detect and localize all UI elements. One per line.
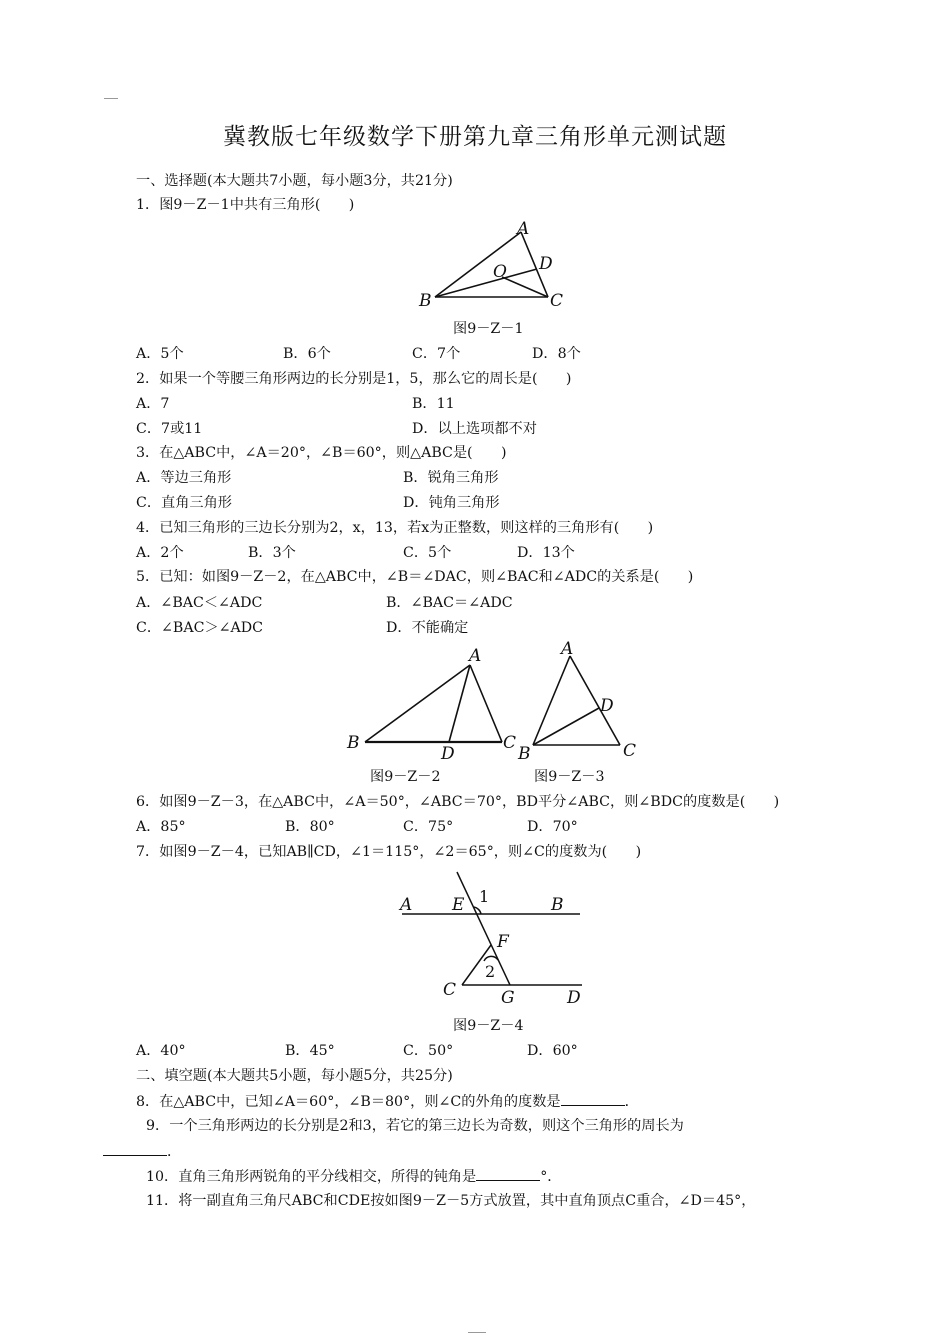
fig1-label-b: B xyxy=(419,291,432,311)
question-10 xyxy=(146,1166,561,1187)
q3-option-b[interactable]: B．锐角三角形 xyxy=(403,470,499,486)
question-8-end: ． xyxy=(624,1094,639,1110)
fig4-label-c: C xyxy=(443,980,457,1000)
figure-9-z-2-caption: 图9－Z－2 xyxy=(370,769,441,785)
fig3-label-c: C xyxy=(623,741,637,761)
q2-option-c[interactable]: C．7或11 xyxy=(136,421,203,437)
question-9-text: 9．一个三角形两边的长分别是2和3，若它的第三边长为奇数，则这个三角形的周长为 xyxy=(146,1118,684,1134)
page-title: 冀教版七年级数学下册第九章三角形单元测试题 xyxy=(223,124,727,150)
q3-option-a[interactable]: A．等边三角形 xyxy=(136,470,232,486)
figure-9-z-3-caption: 图9－Z－3 xyxy=(534,769,605,785)
fig2-label-d: D xyxy=(441,744,455,764)
section-heading-fill: 二、填空题(本大题共5小题，每小题5分，共25分) xyxy=(136,1068,453,1084)
header-mark xyxy=(104,98,118,99)
figure-9-z-4-caption: 图9－Z－4 xyxy=(453,1018,524,1034)
question-11-stem: 11．将一副直角三角尺ABC和CDE按如图9－Z－5方式放置，其中直角顶点C重合，∠D＝45°， xyxy=(146,1193,756,1209)
q7-option-d[interactable]: D．60° xyxy=(527,1043,578,1059)
question-6-stem: 6．如图9－Z－3，在△ABC中，∠A＝50°，∠ABC＝70°，BD平分∠ABC，则∠BDC的度数是( ) xyxy=(136,794,780,810)
q3-option-d[interactable]: D．钝角三角形 xyxy=(403,495,500,511)
q7-option-a[interactable]: A．40° xyxy=(136,1043,186,1059)
fig4-label-g: G xyxy=(501,988,515,1008)
q1-option-b[interactable]: B．6个 xyxy=(283,346,331,362)
fig4-label-d: D xyxy=(567,988,581,1008)
q1-option-c[interactable]: C．7个 xyxy=(412,346,461,362)
fig2-label-a: A xyxy=(469,646,482,666)
q6-option-d[interactable]: D．70° xyxy=(527,819,578,835)
question-8 xyxy=(136,1091,639,1112)
fig2-label-b: B xyxy=(347,733,360,753)
q5-option-a[interactable]: A．∠BAC＜∠ADC xyxy=(136,595,263,611)
figure-9-z-3 xyxy=(515,638,645,763)
q6-option-c[interactable]: C．75° xyxy=(403,819,454,835)
q4-option-c[interactable]: C．5个 xyxy=(403,545,452,561)
q4-option-d[interactable]: D．13个 xyxy=(517,545,575,561)
fig3-label-d: D xyxy=(600,696,614,716)
figure-9-z-1 xyxy=(415,218,575,318)
fig3-label-a: A xyxy=(561,639,574,659)
q9-answer-blank[interactable] xyxy=(103,1141,167,1156)
figure-9-z-2 xyxy=(345,645,525,765)
q6-option-b[interactable]: B．80° xyxy=(285,819,335,835)
q2-option-b[interactable]: B．11 xyxy=(412,396,455,412)
fig1-label-a: A xyxy=(517,219,530,239)
question-10-text: 10．直角三角形两锐角的平分线相交，所得的钝角是 xyxy=(146,1169,477,1185)
q6-option-a[interactable]: A．85° xyxy=(136,819,186,835)
figure-9-z-1-caption: 图9－Z－1 xyxy=(453,321,524,337)
fig4-label-e: E xyxy=(452,895,465,915)
q4-option-b[interactable]: B．3个 xyxy=(248,545,296,561)
fig4-angle-1: 1 xyxy=(479,887,490,906)
q5-option-c[interactable]: C．∠BAC＞∠ADC xyxy=(136,620,264,636)
question-8-text: 8．在△ABC中，已知∠A＝60°，∠B＝80°，则∠C的外角的度数是 xyxy=(136,1094,561,1110)
question-9-end: ． xyxy=(167,1144,182,1160)
q7-option-b[interactable]: B．45° xyxy=(285,1043,335,1059)
question-5-stem: 5．已知：如图9－Z－2，在△ABC中，∠B＝∠DAC，则∠BAC和∠ADC的关系是( ) xyxy=(136,569,694,585)
q5-option-b[interactable]: B．∠BAC＝∠ADC xyxy=(386,595,513,611)
question-9-continued xyxy=(103,1141,181,1162)
section-heading-choice: 一、选择题(本大题共7小题，每小题3分，共21分) xyxy=(136,173,453,189)
fig1-label-d: D xyxy=(539,254,553,274)
question-4-stem: 4．已知三角形的三边长分别为2，x，13，若x为正整数，则这样的三角形有( ) xyxy=(136,520,654,536)
fig4-label-a: A xyxy=(400,895,413,915)
q10-answer-blank[interactable] xyxy=(476,1166,540,1181)
question-3-stem: 3．在△ABC中，∠A＝20°，∠B＝60°，则△ABC是( ) xyxy=(136,445,507,461)
fig2-label-c: C xyxy=(503,733,517,753)
question-10-end: °． xyxy=(540,1169,562,1185)
fig4-label-b: B xyxy=(551,895,564,915)
q3-option-c[interactable]: C．直角三角形 xyxy=(136,495,232,511)
q1-option-a[interactable]: A．5个 xyxy=(136,346,184,362)
fig4-label-f: F xyxy=(497,932,509,952)
question-7-stem: 7．如图9－Z－4，已知AB∥CD，∠1＝115°，∠2＝65°，则∠C的度数为( ) xyxy=(136,844,642,860)
figure-9-z-4 xyxy=(395,868,595,1013)
footer-mark xyxy=(468,1332,486,1333)
q8-answer-blank[interactable] xyxy=(561,1091,625,1106)
fig3-label-b: B xyxy=(518,744,531,764)
q4-option-a[interactable]: A．2个 xyxy=(136,545,184,561)
q7-option-c[interactable]: C．50° xyxy=(403,1043,454,1059)
q5-option-d[interactable]: D．不能确定 xyxy=(386,620,469,636)
question-1-stem: 1．图9－Z－1中共有三角形( ) xyxy=(136,197,355,213)
q2-option-a[interactable]: A．7 xyxy=(136,396,170,412)
fig1-label-o: O xyxy=(493,262,507,282)
q1-option-d[interactable]: D．8个 xyxy=(532,346,581,362)
q2-option-d[interactable]: D．以上选项都不对 xyxy=(412,421,537,437)
question-2-stem: 2．如果一个等腰三角形两边的长分别是1，5，那么它的周长是( ) xyxy=(136,371,572,387)
fig4-angle-2: 2 xyxy=(485,962,496,981)
fig1-label-c: C xyxy=(550,291,564,311)
